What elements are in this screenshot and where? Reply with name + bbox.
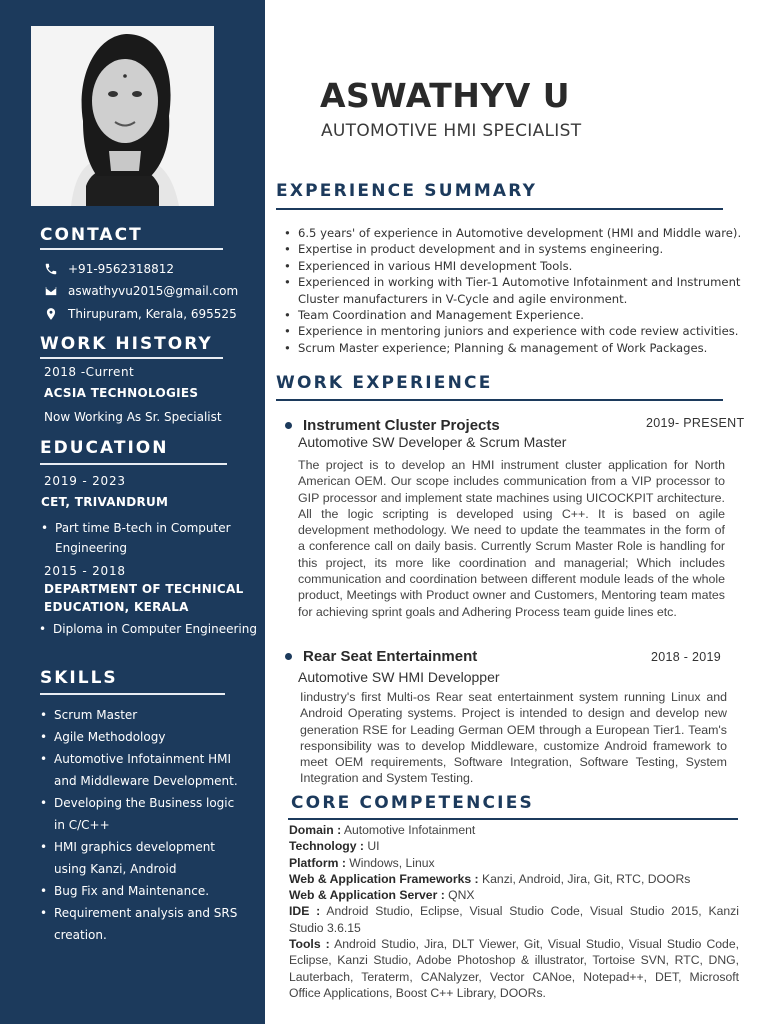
- education-school-2-line2: EDUCATION, KERALA: [44, 600, 189, 614]
- mail-icon: [44, 284, 58, 298]
- project-2-description: Iindustry's first Multi-os Rear seat entertainment system running Linux and Android Operating systems. Project is intended to design and develop new generation RSE for Leading German OEM through a European Tier1. Team's responsibility was to develop Middleware, customize Android framework to meet OEM requirements, Software Integration, Software Testing, System Integration and System Testing.: [300, 690, 727, 786]
- list-item: • Requirement analysis and SRS creation.: [40, 902, 238, 946]
- list-item: • HMI graphics development using Kanzi, Android: [40, 836, 238, 880]
- project-1-description: The project is to develop an HMI instrument cluster application for North American OEM. Our scope includes communication from a VIP processor to GIP processor and implement state machines using UICOCKPIT architecture. All the logic scripting is developed using C++. It is based on agile development methodology. We need to update the teammates in the form of a conference call on daily basis. Currently Scrum Master Role is handling for this project, its more like coordination and managerial; Which includes communication and coordination between different module leads of the whole product, Meetings with Product owner and Customers, Mentoring team mates for achieving sprint goals and Adhering Process team guide lines etc.: [298, 458, 725, 619]
- list-item: • Expertise in product development and in systems engineering.: [284, 241, 744, 257]
- list-item: • Scrum Master: [40, 704, 238, 726]
- competencies-divider: [288, 818, 738, 820]
- list-item: • Team Coordination and Management Experience.: [284, 307, 744, 323]
- education-school-1: CET, TRIVANDRUM: [41, 495, 169, 509]
- list-item: • Experienced in various HMI development Tools.: [284, 258, 744, 274]
- education-divider: [40, 463, 227, 465]
- bullet-dot-icon: [285, 422, 292, 429]
- competency-frameworks: Web & Application Frameworks : Kanzi, Android, Jira, Git, RTC, DOORs: [289, 871, 691, 886]
- contact-phone: [44, 262, 174, 276]
- phone-text: +91-9562318812: [68, 262, 175, 276]
- summary-heading: EXPERIENCE SUMMARY: [276, 181, 538, 201]
- competency-domain: Domain : Automotive Infotainment: [289, 823, 476, 837]
- address-text: Thirupuram, Kerala, 695525: [68, 307, 237, 321]
- phone-icon: [44, 262, 58, 276]
- project-1-role: Automotive SW Developer & Scrum Master: [298, 434, 567, 450]
- education-course-list-2: [39, 622, 257, 636]
- work-experience-divider: [276, 399, 723, 401]
- work-history-note: Now Working As Sr. Specialist: [44, 410, 222, 424]
- education-heading: EDUCATION: [40, 438, 169, 458]
- work-experience-heading: WORK EXPERIENCE: [276, 373, 493, 393]
- contact-address: [44, 307, 237, 321]
- competencies-heading: CORE COMPETENCIES: [291, 793, 534, 813]
- education-period-1: 2019 - 2023: [44, 474, 126, 488]
- location-pin-icon: [44, 307, 58, 321]
- skills-heading: SKILLS: [40, 668, 118, 688]
- profile-photo: [31, 26, 214, 206]
- competency-server: Web & Application Server : QNX: [289, 888, 475, 903]
- list-item: • Developing the Business logic in C/C++: [40, 792, 238, 836]
- competency-technology: Technology : UI: [289, 839, 380, 854]
- list-item: • Diploma in Computer Engineering: [39, 622, 257, 636]
- candidate-name: ASWATHYV U: [320, 76, 571, 115]
- project-2-role: Automotive SW HMI Developper: [298, 669, 500, 685]
- education-school-2-line1: DEPARTMENT OF TECHNICAL: [44, 582, 244, 596]
- contact-divider: [40, 248, 223, 250]
- work-history-heading: WORK HISTORY: [40, 334, 213, 354]
- skills-divider: [40, 693, 225, 695]
- skills-list: [40, 704, 238, 946]
- contact-heading: CONTACT: [40, 225, 143, 245]
- education-course-list-1: [41, 518, 231, 558]
- project-1-title: Instrument Cluster Projects: [285, 417, 500, 434]
- email-text[interactable]: aswathyvu2015@gmail.com: [68, 284, 239, 298]
- list-item: • Bug Fix and Maintenance.: [40, 880, 238, 902]
- contact-email: [44, 284, 238, 298]
- summary-list: [284, 225, 744, 356]
- competency-ide: IDE : Android Studio, Eclipse, Visual Studio Code, Visual Studio 2015, Kanzi Studio 3.6.15: [289, 904, 739, 935]
- competency-tools: Tools : Android Studio, Jira, DLT Viewer, Git, Visual Studio, Visual Studio Code, Eclipse, Kanzi Studio, Adobe Photoshop & illustrator, Tortoise SVN, RTC, DNG, Lauterbach, Teraterm, CANalyzer, Vector CANoe, Notepad++, DET, Microsoft Office Applications, Boost C++ Library, DOORs.: [289, 937, 740, 1000]
- education-period-2: 2015 - 2018: [44, 564, 126, 578]
- work-history-company: ACSIA TECHNOLOGIES: [44, 386, 199, 400]
- project-1-date: 2019- PRESENT: [646, 416, 745, 430]
- list-item: • Automotive Infotainment HMI and Middleware Development.: [40, 748, 238, 792]
- summary-divider: [276, 208, 723, 210]
- list-item: • Experience in mentoring juniors and experience with code review activities.: [284, 323, 744, 339]
- list-item: • Agile Methodology: [40, 726, 238, 748]
- candidate-role: AUTOMOTIVE HMI SPECIALIST: [321, 121, 582, 141]
- list-item: • Scrum Master experience; Planning & management of Work Packages.: [284, 340, 744, 356]
- list-item: • Part time B-tech in Computer Engineering: [41, 518, 231, 558]
- sidebar: [0, 0, 265, 1024]
- list-item: • 6.5 years' of experience in Automotive development (HMI and Middle ware).: [284, 225, 744, 241]
- work-history-divider: [40, 357, 223, 359]
- project-2-title: Rear Seat Entertainment: [285, 648, 477, 665]
- work-history-period: 2018 -Current: [44, 365, 135, 379]
- list-item: • Experienced in working with Tier-1 Automotive Infotainment and Instrument Cluster manufacturers in V-Cycle and agile environment.: [284, 274, 744, 307]
- bullet-dot-icon: [285, 653, 292, 660]
- competencies-list: [289, 822, 739, 1001]
- project-2-date: 2018 - 2019: [651, 650, 722, 664]
- competency-platform: Platform : Windows, Linux: [289, 855, 435, 870]
